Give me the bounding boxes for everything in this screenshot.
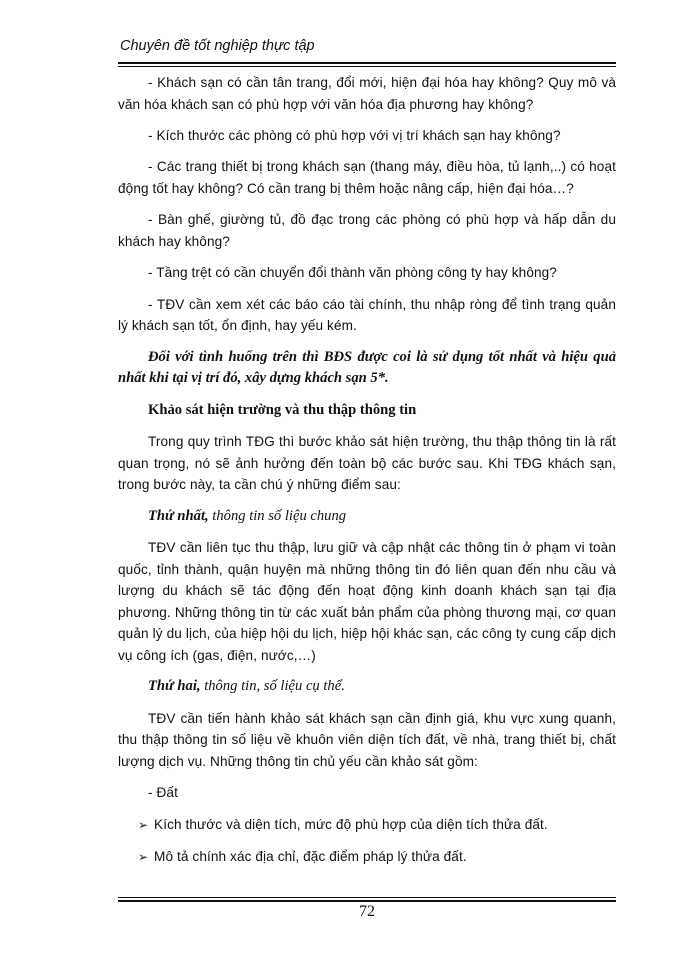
- bullet-renovation: - Khách sạn có cần tân trang, đổi mới, hiện đại hóa hay không? Quy mô và văn hóa khách sạn có phù hợp với văn hóa địa phương hay không?: [118, 75, 616, 112]
- running-header: Chuyên đề tốt nghiệp thực tập: [120, 38, 315, 54]
- section-heading: Khảo sát hiện trường và thu thập thông tin: [148, 401, 417, 418]
- specific-info-paragraph: TĐV cần tiến hành khảo sát khách sạn cần định giá, khu vực xung quanh, thu thập thông tin số liệu về khuôn viên diện tích đất, về nhà, trang thiết bị, chất lượng dịch vụ. Những thông tin chủ yếu cần khảo sát gồm:: [118, 710, 616, 769]
- bullet-equipment: - Các trang thiết bị trong khách sạn (thang máy, điều hòa, tủ lạnh,..) có hoạt động tốt hay không? Có cần trang bị thêm hoặc nâng cấp, hiện đại hóa…?: [118, 159, 616, 196]
- subheading-second: [118, 676, 616, 698]
- subheading-second-rest: thông tin, số liệu cụ thể.: [200, 678, 345, 695]
- subheading-first-rest: thông tin số liệu chung: [208, 507, 347, 524]
- header-rule-thick: [118, 62, 616, 64]
- arrow-icon: ➢: [138, 817, 149, 832]
- page-body: [118, 72, 616, 879]
- footer-rule-thick: [118, 900, 616, 902]
- arrow-icon: ➢: [138, 850, 149, 865]
- bullet-financial-reports: - TĐV cần xem xét các báo cáo tài chính, thu nhập ròng để tình trạng quản lý khách sạn tốt, ổn định, hay yếu kém.: [118, 296, 616, 334]
- bullet-ground-floor: - Tầng trệt có cần chuyển đổi thành văn phòng công ty hay không?: [148, 265, 557, 281]
- subheading-second-bold: Thứ hai,: [148, 678, 201, 695]
- subheading-first: [118, 506, 616, 528]
- header-rule-thin: [118, 66, 616, 67]
- conclusion-paragraph: Đối với tình huống trên thì BĐS được coi là sử dụng tốt nhất và hiệu quả nhất khi tại vị trí đó, xây dựng khách sạn 5*.: [118, 348, 616, 387]
- intro-paragraph: Trong quy trình TĐG thì bước khảo sát hiện trường, thu thập thông tin là rất quan trọng, nó sẽ ảnh hưởng đến toàn bộ các bước sau. Khi TĐG khách sạn, trong bước này, ta cần chú ý những điểm sau:: [118, 434, 616, 493]
- bullet-furniture: - Bàn ghế, giường tủ, đồ đạc trong các phòng có phù hợp và hấp dẫn du khách hay không?: [118, 212, 616, 249]
- bullet-land: - Đất: [148, 785, 178, 801]
- arrow-item-size: [118, 814, 616, 837]
- arrow-item-address: [118, 846, 616, 869]
- page-number: 72: [359, 903, 375, 920]
- arrow-item-size-text: Kích thước và diện tích, mức độ phù hợp của diện tích thửa đất.: [154, 816, 548, 832]
- bullet-room-size: - Kích thước các phòng có phù hợp với vị trí khách sạn hay không?: [148, 127, 561, 143]
- arrow-item-address-text: Mô tả chính xác địa chỉ, đặc điểm pháp lý thửa đất.: [154, 849, 467, 865]
- general-info-paragraph: TĐV cần liên tục thu thập, lưu giữ và cập nhật các thông tin ở phạm vi toàn quốc, tỉnh thành, quận huyện mà những thông tin đó liên quan đến nhu cầu và lượng du khách sẽ tác động đến hoạt động kinh doanh khách sạn tại địa phương. Những thông tin từ các xuất bản phẩm của phòng thương mại, cơ quan quản lý du lịch, của hiệp hội du lịch, hiệp hội khác sạn, các công ty cung cấp dịch vụ công ích (gas, điện, nước,…): [118, 540, 616, 664]
- footer-rule-thin: [118, 897, 616, 898]
- subheading-first-bold: Thứ nhất,: [148, 507, 209, 524]
